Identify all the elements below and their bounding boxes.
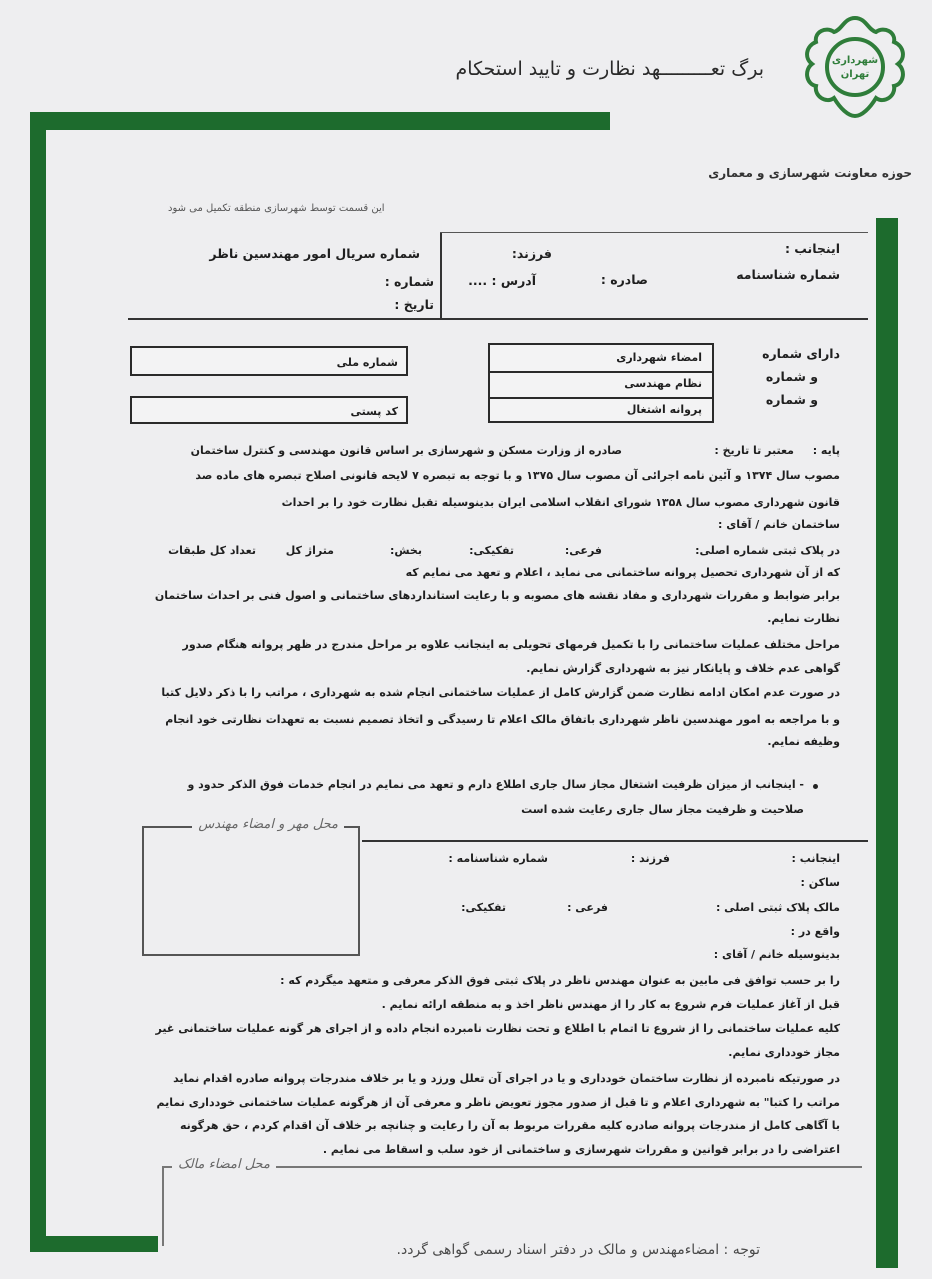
plaque-bakhsh: بخش: xyxy=(389,544,422,557)
commit-para-5: گواهی عدم خلاف و پایانکار نیز به شهرداری گزارش نمایم. xyxy=(526,662,840,675)
engineer-stamp-box xyxy=(142,817,360,956)
farzand-label: فرزند: xyxy=(511,246,552,261)
owner-para-5: در صورتیکه نامبرده از نظارت ساختمان خودداری و یا در اجرای آن تعلل ورزد و یا بر خلاف مندرجات پروانه صادره اقدام نماید xyxy=(173,1072,840,1085)
shenasname-label: شماره شناسنامه xyxy=(736,267,840,282)
owner-shenasname: شماره شناسنامه : xyxy=(448,852,548,865)
owner-para-4: مجاز خودداری نمایم. xyxy=(728,1046,840,1059)
reg-label-1: دارای شماره xyxy=(762,346,840,361)
registration-box xyxy=(488,343,714,423)
valid-label: معتبر تا تاریخ : xyxy=(714,444,794,457)
frame-bottom-bar xyxy=(30,1236,158,1252)
engineer-stamp-label: محل مهر و امضاء مهندس xyxy=(192,817,344,832)
logo xyxy=(796,12,914,130)
owner-para-8: اعتراضی را در برابر قوانین و مقررات شهرسازی و ساختمانی از خود سلب و اسقاط می نمایم . xyxy=(322,1143,840,1156)
plaque-farei: فرعی: xyxy=(564,544,602,557)
commit-para-6: در صورت عدم امکان ادامه نظارت ضمن گزارش کامل از عملیات ساختمانی انجام شده به شهرداری ، مراتب را با ذکر دلایل کتبا xyxy=(161,686,840,699)
owner-vaghe: واقع در : xyxy=(790,925,840,938)
date-label: تاریخ : xyxy=(394,297,434,312)
owner-para-7: با آگاهی کامل از مندرجات پروانه صادره کلیه مقررات مربوط به آن را رعایت و چنانچه بر خلاف آن اقدام کردم ، حق هرگونه xyxy=(179,1119,840,1132)
frame-left-bar xyxy=(30,112,46,1252)
frame-top-bar xyxy=(30,112,610,130)
national-id-label: شماره ملی xyxy=(336,356,398,369)
commit-para-2: برابر ضوابط و مقررات شهرداری و مفاد نقشه های مصوبه و با رعایت استانداردهای ساختمانی و اصول فنی بر احداث ساختمان xyxy=(154,589,840,602)
owner-tafkiki: تفکیکی: xyxy=(461,901,506,914)
commit-para-1: که از آن شهرداری تحصیل پروانه ساختمانی می نماید ، اعلام و تعهد می نمایم که xyxy=(405,566,840,579)
paye-label: پایه : xyxy=(812,444,840,457)
sadereh-label: صادره : xyxy=(600,272,648,287)
page-title: برگ تعـــــــــهد نظارت و تایید استحکام xyxy=(455,58,764,80)
owner-divider xyxy=(362,840,868,842)
header-underline xyxy=(128,318,868,320)
commit-para-4: مراحل مختلف عملیات ساختمانی را با تکمیل فرمهای تحویلی به اینجانب علاوه بر مراحل مندرج در ظهر پروانه هنگام صدور xyxy=(182,638,840,651)
owner-para-3: کلیه عملیات ساختمانی را از شروع تا اتمام با اطلاع و تحت نظارت نامبرده انجام داده و از اجرای هر گونه عملیات ساختمانی غیر xyxy=(155,1022,840,1035)
address-label: آدرس : .... xyxy=(468,273,536,288)
owner-para-2: قبل از آغاز عملیات فرم شروع به کار را از مهندس ناظر اخذ و به منطقه ارائه نمایم . xyxy=(381,998,840,1011)
owner-farei: فرعی : xyxy=(567,901,608,914)
commit-para-8: وظیفه نمایم. xyxy=(767,735,840,748)
commit-para-7: و با مراجعه به امور مهندسین ناظر شهرداری باتفاق مالک اعلام تا رسیدگی و اتخاذ تصمیم نسبت به تعهدات نظارتی خود انجام xyxy=(165,713,840,726)
commit-para-3: نظارت نمایم. xyxy=(767,612,840,625)
reg-label-3: و شماره xyxy=(765,392,818,407)
department-name: حوزه معاونت شهرسازی و معماری xyxy=(708,166,912,180)
owner-para-6: مراتب را کتبا" به شهرداری اعلام و تا قبل از صدور مجوز تعویض ناظر و معرفی آن از هرگونه عملیات ساختمانی خودداری نمایم xyxy=(156,1096,840,1109)
owner-injaneb: اینجانب : xyxy=(791,852,840,865)
owner-badinvasileh: بدینوسیله خانم / آقای : xyxy=(713,948,840,961)
frame-right-bar xyxy=(876,218,898,1268)
owner-para-1: را بر حسب توافق فی مابین به عنوان مهندس ناظر در پلاک ثبتی فوق الذکر معرفی و متعهد میگردم که : xyxy=(280,974,840,987)
serial-title: شماره سریال امور مهندسین ناظر xyxy=(209,246,420,261)
national-id-box xyxy=(130,346,408,376)
basis-line-1: صادره از وزارت مسکن و شهرسازی بر اساس قانون مهندسی و کنترل ساختمان xyxy=(190,444,622,457)
capacity-line-1: - اینجانب از میزان ظرفیت اشتغال مجاز سال جاری اطلاع دارم و تعهد می نمایم در انجام خدمات فوق الذکر حدود و xyxy=(187,778,804,791)
plaque-label: در پلاک ثبتی شماره اصلی: xyxy=(695,544,840,557)
plaque-tafkiki: تفکیکی: xyxy=(469,544,514,557)
logo-text: شهرداری تهران xyxy=(831,55,879,80)
box-nezam: نظام مهندسی xyxy=(624,377,702,390)
basis-line-4: ساختمان خانم / آقای : xyxy=(718,518,840,531)
postal-code-label: کد پستی xyxy=(350,405,398,418)
owner-farzand: فرزند : xyxy=(630,852,670,865)
box-shahrdari: امضاء شهرداری xyxy=(616,351,702,364)
injaneb-label: اینجانب : xyxy=(784,241,840,256)
basis-line-2: مصوب سال ۱۳۷۴ و آئین نامه اجرائی آن مصوب سال ۱۳۷۵ و با توجه به تبصره ۷ لایحه قانونی اصلاح تبصره های ماده صد xyxy=(195,469,840,482)
capacity-line-2: صلاحیت و ظرفیت مجاز سال جاری رعایت شده است xyxy=(521,803,804,816)
bullet-icon xyxy=(813,784,818,789)
number-label: شماره : xyxy=(384,274,434,289)
postal-code-box xyxy=(130,396,408,424)
plaque-metraj: متراژ کل xyxy=(285,544,334,557)
plaque-tabaghat: تعداد کل طبقات xyxy=(168,544,256,557)
owner-saken: ساکن : xyxy=(800,876,840,889)
basis-line-3: قانون شهرداری مصوب سال ۱۳۵۸ شورای انقلاب اسلامی ایران بدینوسیله تقبل نظارت خود را بر احداث xyxy=(281,496,840,509)
header-topline xyxy=(440,232,868,233)
owner-signature-label: محل امضاء مالک xyxy=(172,1157,276,1172)
reg-label-2: و شماره xyxy=(765,369,818,384)
header-divider xyxy=(440,232,442,318)
owner-signature-box xyxy=(162,1157,862,1246)
section-note: این قسمت توسط شهرسازی منطقه تکمیل می شود xyxy=(168,203,385,214)
box-parvaneh: پروانه اشتغال xyxy=(626,403,702,416)
owner-malek: مالک پلاک ثبتی اصلی : xyxy=(715,901,840,914)
footer-note: توجه : امضاءمهندس و مالک در دفتر اسناد رسمی گواهی گردد. xyxy=(396,1242,760,1258)
